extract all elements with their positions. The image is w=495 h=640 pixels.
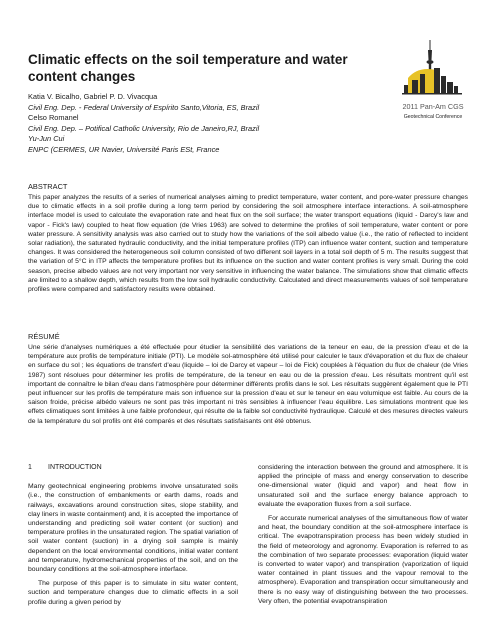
left-paragraph: The purpose of this paper is to simulate in situ water content, suction and temperature changes due to climatic effects in a soil profile during a given period by <box>28 580 238 606</box>
logo-line1: 2011 Pan-Am CGS <box>402 102 464 111</box>
left-paragraph: Many geotechnical engineering problems involve unsaturated soils (i.e., the construction of embankments or earth dams, roads and railways, excavations around construction sites, slope stability, and clay liners in waste containment) and, it is accepted the importance of understanding and predicting soil water content (or suction) and temperature profiles in the unsaturated region. The spatial variation of soil water content (suction) in a drying soil sample is mainly dependent on the local environmental conditions, initial water content and temperature, hydromechanical properties of the soil, and on the boundary conditions at the soil-atmosphere interface. <box>28 483 238 574</box>
resume-body: Une série d'analyses numériques a été effectuée pour étudier la sensibilité des variations de la teneur en eau, de la pression d'eau et de la température aux profils de température initiale (PTI). Le modèle sol-atmosphère été utilisé pour calculer le taux d'évaporation et du flux de chaleur en surface du sol ; les équations de transfert d'eau (liquide – loi de Darcy et vapeur – loi de Fick) couplées à l'équation du flux de chaleur (de Vries 1987) sont résolues pour déterminer les profils de température, de la teneur en eau ou de la pression d'eau. Les résultats montrent qu'il est important de connaître le bilan d'eau dans l'atmosphère pour déterminer différents profils dans le sol. Les résultats suggèrent également que le PTI peut influencer sur les profils de température mais son influence sur la pression d'eau et sur le teneur en eau volumique est faible. Au cours de la saison froide, précise albédo valeurs ne sont pas très important ni très sensibles à influencer l'eau équilibre. Les simulations montrent que les effets climatiques sont limitées à une faible profondeur, qui résulte de la faible sol conductivité hydraulique. Calculé et des mesures directes valeurs de la température du sol profils ont été comparés et des résultats satisfaisants ont été obtenus. <box>28 344 468 425</box>
intro-heading <box>28 463 238 472</box>
logo-line2: Geotechnical Conference <box>403 114 463 120</box>
author-line: Yu-Jun Cui <box>28 134 65 144</box>
author-block <box>28 92 368 156</box>
right-paragraph: considering the interaction between the ground and atmosphere. It is applied the principle of mass and energy conservation to describe one-dimensional water (liquid and vapor) and heat flow in unsaturated soil and the surface energy balance approach to evaluate the evaporation fluxes from a soil surface. <box>258 464 468 508</box>
right-column <box>258 463 468 611</box>
intro-number: 1 <box>28 464 32 471</box>
conference-logo <box>400 38 466 130</box>
intro-title: INTRODUCTION <box>48 464 102 471</box>
author-line: Civil Eng. Dep. – Potifical Catholic University, Rio de Janeiro,RJ, Brazil <box>28 123 260 133</box>
author-line: Civil Eng. Dep. - Federal University of Espírito Santo,Vitoria, ES, Brazil <box>28 102 260 112</box>
abstract-heading: ABSTRACT <box>28 182 68 191</box>
abstract-body: This paper analyzes the results of a series of numerical analyses aiming to predict temperature, water content, and pore-water pressure changes due to climatic effects in a soil profile during a long term period by considering the soil atmosphere interface interactions. A soil-atmosphere interface model is used to calculate the evaporation rate and heat flux on the soil surface; the water transport equations (liquid - Darcy's law and vapor - Fick's law) coupled to heat flow equation (de Vries 1963) are solved to determine the profiles of soil temperature, water content or pore water pressure. A sensitivity analysis was also carried out to study how the variations of the soil albedo value (i.e., the ratio of reflected to incident solar radiation), the saturated hydraulic conductivity, and the initial temperature profiles (ITP) can influence water content, suction and temperature changes. It was considered the heterogeneous soil column consisted of two different soil layers in a total soil depth of 5 m. The results suggest that the variation of 5°C in ITP affects the temperature profiles but its influence on the suction and water content profiles is very small. During the cold season, precise albedo values are not very important nor very sensitive in influencing the water balance. The simulations show that climatic effects are limited to a shallow depth, which results from the low soil hydraulic conductivity. Calculated and direct measurements values of soil temperature profiles were compared and satisfactory results were obtained. <box>28 194 468 294</box>
left-column <box>28 463 238 612</box>
paper-title: Climatic effects on the soil temperature and water content changes <box>28 52 348 84</box>
resume-heading: RÉSUMÉ <box>28 332 60 341</box>
author-line: ENPC (CERMES, UR Navier, Université Paris ESt, France <box>28 144 220 154</box>
right-paragraph: For accurate numerical analyses of the simultaneous flow of water and heat, the boundary condition at the soil-atmosphere interface is critical. The evapotranspiration process has been widely studied in the field of meteorology and agronomy. Evaporation is referred to as the combination of two separate processes: evaporation (liquid water is converted to water vapor) and transpiration (vaporization of liquid water contained in plant tissues and the vapour removal to the atmosphere). Evaporation and transpiration occur simultaneously and there is no easy way of distinguishing between the two processes. Very often, the potential evapotranspiration <box>258 515 468 605</box>
author-line: Katia V. Bicalho, Gabriel P. D. Vivacqua <box>28 92 158 101</box>
author-line: Celso Romanel <box>28 113 79 123</box>
skyline-icon <box>402 40 462 95</box>
